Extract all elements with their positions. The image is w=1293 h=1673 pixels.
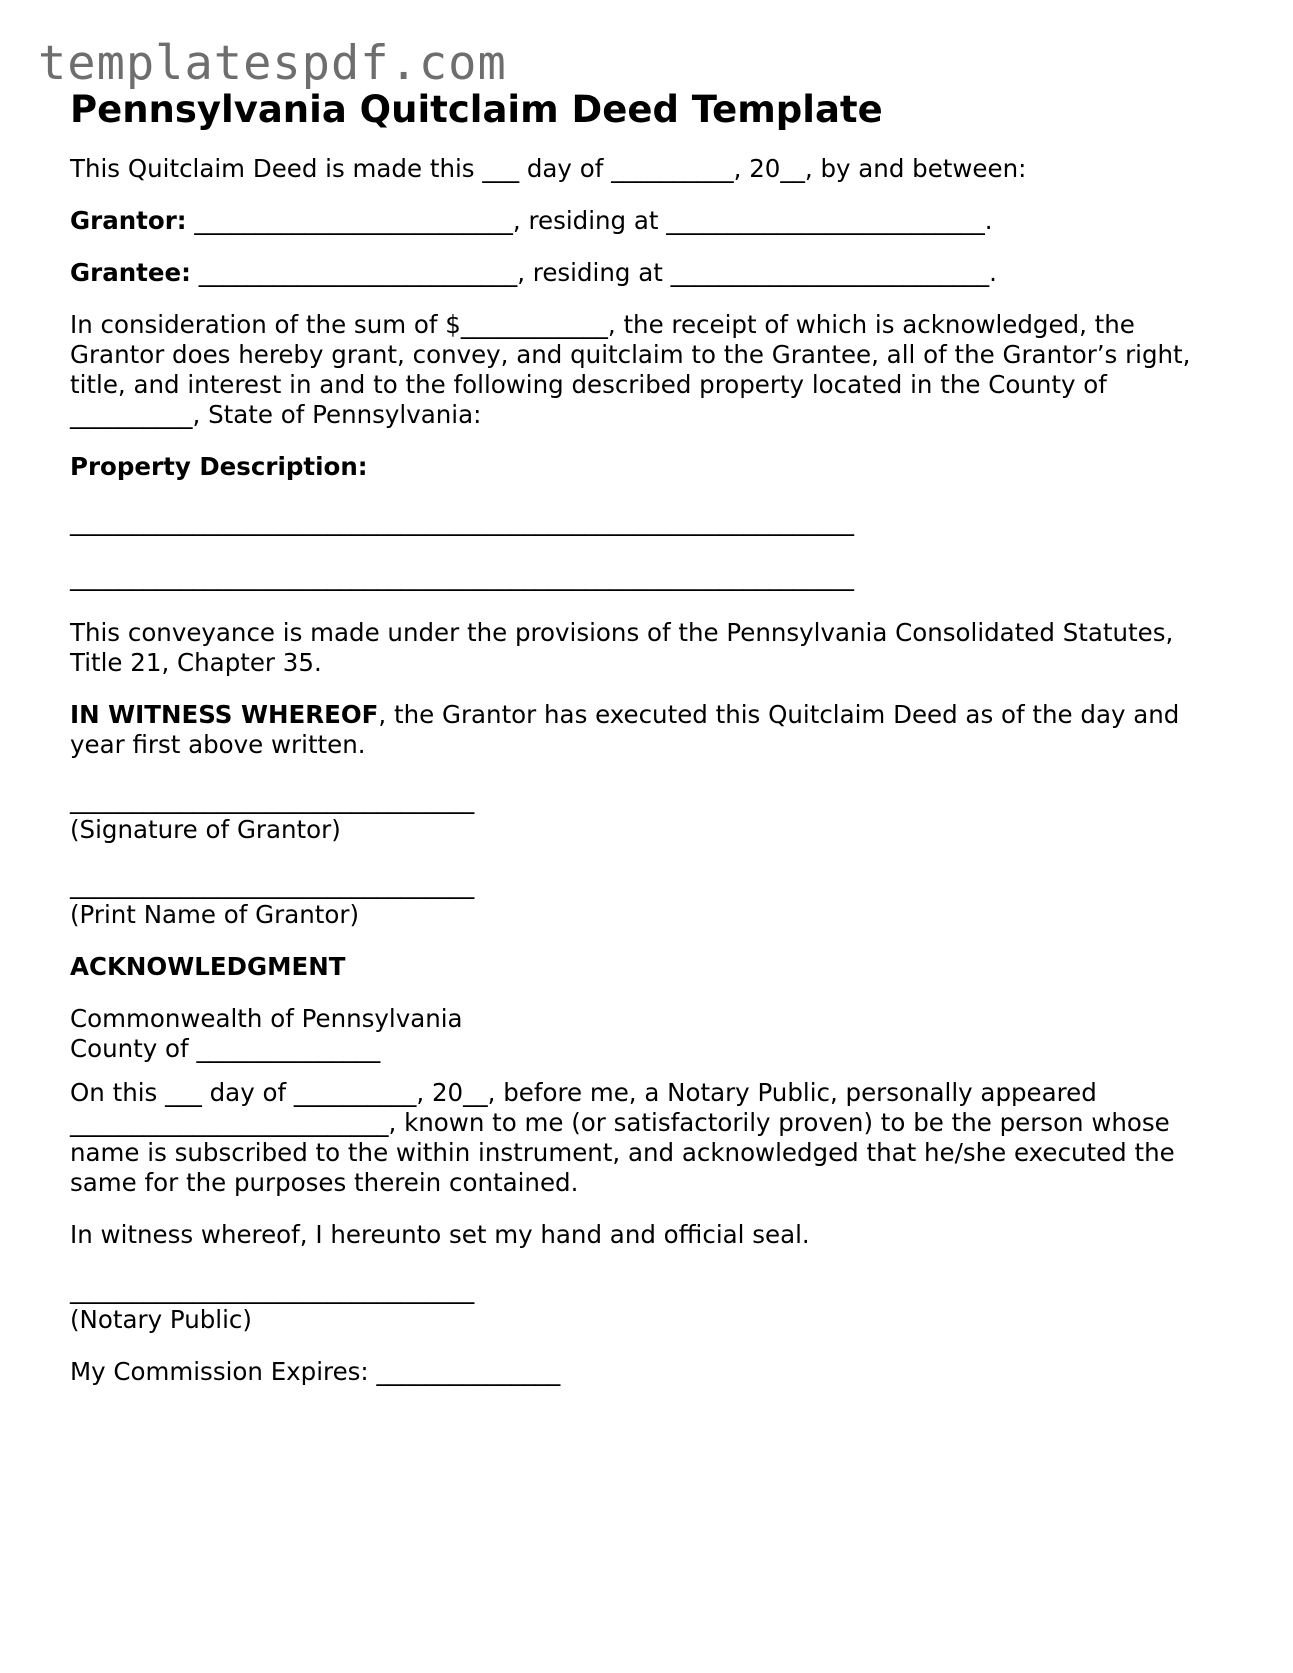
print-name-label: (Print Name of Grantor) (70, 900, 359, 929)
witness-bold: IN WITNESS WHEREOF (70, 700, 379, 729)
property-line-2: ________________________________________________________________ (70, 562, 854, 591)
document-body (70, 88, 1230, 1387)
property-line-1: ________________________________________________________________ (70, 507, 854, 536)
consideration-paragraph: In consideration of the sum of $____________, the receipt of which is acknowledged, the Grantor does hereby grant, convey, and quitclaim to the Grantee, all of the Grantor’s right, title, and interest in and to the following described property located in the County of __________, State of Pennsylvania: (70, 310, 1199, 429)
commonwealth-line: Commonwealth of Pennsylvania (70, 1004, 463, 1033)
print-name-line: _________________________________ (70, 870, 475, 899)
watermark: templatespdf.com (38, 36, 507, 91)
grantor-label: Grantor: (70, 206, 187, 235)
witness-paragraph (70, 700, 1230, 760)
grantee-text: __________________________, residing at __________________________. (190, 258, 997, 287)
property-heading: Property Description: (70, 452, 368, 481)
notary-signature-line: _________________________________ (70, 1275, 475, 1304)
witness-text: , the Grantor has executed this Quitclaim Deed as of the day and year first above written. (70, 700, 1188, 759)
grantee-label: Grantee: (70, 258, 191, 287)
signature-label: (Signature of Grantor) (70, 815, 341, 844)
seal-line: In witness whereof, I hereunto set my hand and official seal. (70, 1220, 810, 1249)
grantor-line (70, 206, 1230, 236)
commission-expires: My Commission Expires: _______________ (70, 1357, 561, 1386)
grantor-text: __________________________, residing at __________________________. (186, 206, 993, 235)
acknowledgment-heading: ACKNOWLEDGMENT (70, 952, 346, 981)
grantee-line (70, 258, 1230, 288)
county-line: County of _______________ (70, 1034, 381, 1063)
signature-line: _________________________________ (70, 785, 475, 814)
notary-label: (Notary Public) (70, 1305, 252, 1334)
notary-paragraph: On this ___ day of __________, 20__, before me, a Notary Public, personally appeared __________________________, known to me (or satisfactorily proven) to be the person whose name is subscribed to the within instrument, and acknowledged that he/she executed the same for the purposes therein contained. (70, 1078, 1183, 1197)
intro-paragraph: This Quitclaim Deed is made this ___ day of __________, 20__, by and between: (70, 154, 1027, 183)
page-title: Pennsylvania Quitclaim Deed Template (70, 88, 883, 131)
statute-paragraph: This conveyance is made under the provisions of the Pennsylvania Consolidated Statutes, Title 21, Chapter 35. (70, 618, 1182, 677)
